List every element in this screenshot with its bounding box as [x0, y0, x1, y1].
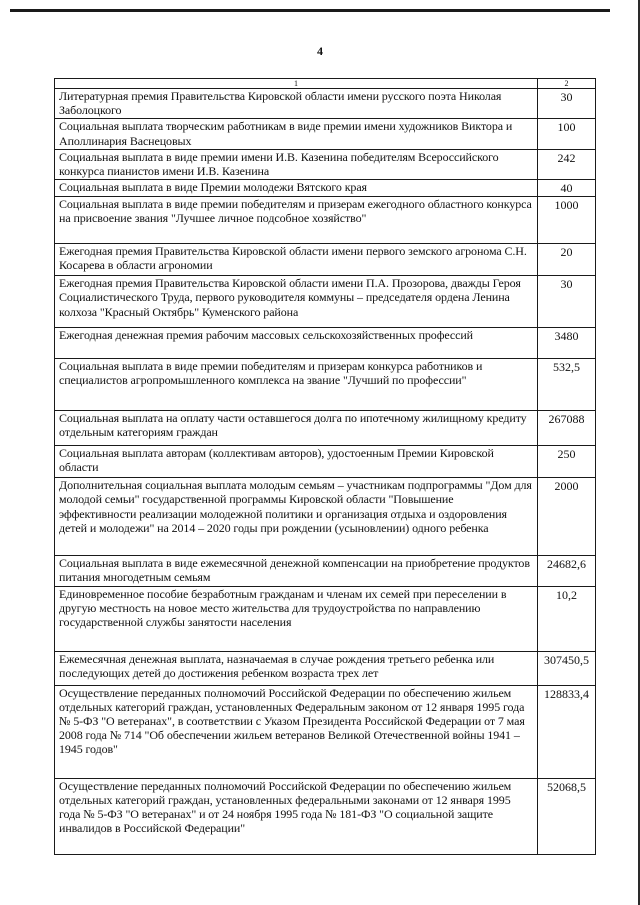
row-description: Единовременное пособие безработным гражданам и членам их семей при переселении в другую местность на новое место жительства для трудоустройства по направлению государственной службы занятости населения — [55, 586, 538, 651]
table-row — [55, 197, 596, 244]
row-amount: 52068,5 — [538, 778, 596, 854]
row-amount: 250 — [538, 446, 596, 478]
table-header-row — [55, 79, 596, 89]
table-row — [55, 359, 596, 411]
row-amount: 30 — [538, 89, 596, 119]
allocation-table — [54, 78, 596, 855]
table-row — [55, 586, 596, 651]
row-amount: 128833,4 — [538, 685, 596, 778]
table-row — [55, 478, 596, 556]
row-amount: 1000 — [538, 197, 596, 244]
row-amount: 40 — [538, 180, 596, 197]
row-description: Социальная выплата в виде ежемесячной денежной компенсации на приобретение продуктов питания многодетным семьям — [55, 556, 538, 586]
row-description: Ежегодная денежная премия рабочим массовых сельскохозяйственных профессий — [55, 328, 538, 359]
row-description: Ежемесячная денежная выплата, назначаемая в случае рождения третьего ребенка или последующих детей до достижения ребенком возраста трех лет — [55, 651, 538, 685]
row-description: Дополнительная социальная выплата молодым семьям – участникам подпрограммы "Дом для молодой семьи" государственной программы Кировской области "Повышение эффективности реализации молодежной политики и организация отдыха и оздоровления детей и молодежи" на 2014 – 2020 годы при рождении (усыновлении) одного ребенка — [55, 478, 538, 556]
table-row — [55, 276, 596, 328]
row-amount: 20 — [538, 244, 596, 276]
row-description: Ежегодная премия Правительства Кировской области имени первого земского агронома С.Н. Косарева в области агрономии — [55, 244, 538, 276]
row-amount: 307450,5 — [538, 651, 596, 685]
row-amount: 242 — [538, 149, 596, 179]
row-description: Осуществление переданных полномочий Российской Федерации по обеспечению жильем отдельных категорий граждан, установленных Федеральным законом от 12 января 1995 года № 5-ФЗ "О ветеранах", в соответствии с Указом Президента Российской Федерации от 7 мая 2008 года № 714 "Об обеспечении жильем ветеранов Великой Отечественной войны 1941 – 1945 годов" — [55, 685, 538, 778]
row-amount: 24682,6 — [538, 556, 596, 586]
row-description: Социальная выплата авторам (коллективам авторов), удостоенным Премии Кировской области — [55, 446, 538, 478]
row-amount: 267088 — [538, 411, 596, 446]
row-description: Литературная премия Правительства Кировской области имени русского поэта Николая Заболоцкого — [55, 89, 538, 119]
top-rule — [10, 9, 610, 12]
table-row — [55, 556, 596, 586]
table-row — [55, 411, 596, 446]
row-description: Социальная выплата в виде Премии молодежи Вятского края — [55, 180, 538, 197]
row-description: Социальная выплата творческим работникам в виде премии имени художников Виктора и Аполлинария Васнецовых — [55, 119, 538, 149]
row-amount: 10,2 — [538, 586, 596, 651]
table-row — [55, 119, 596, 149]
table-row — [55, 778, 596, 854]
table-row — [55, 685, 596, 778]
row-description: Социальная выплата в виде премии победителям и призерам конкурса работников и специалистов агропромышленного комплекса на звание "Лучший по профессии" — [55, 359, 538, 411]
table-row — [55, 180, 596, 197]
table-row — [55, 244, 596, 276]
column-header-2: 2 — [538, 79, 596, 89]
row-amount: 3480 — [538, 328, 596, 359]
table-row — [55, 89, 596, 119]
row-description: Социальная выплата в виде премии имени И.В. Казенина победителям Всероссийского конкурса пианистов имени И.В. Казенина — [55, 149, 538, 179]
row-amount: 100 — [538, 119, 596, 149]
table-row — [55, 328, 596, 359]
row-amount: 30 — [538, 276, 596, 328]
table-row — [55, 651, 596, 685]
row-amount: 2000 — [538, 478, 596, 556]
row-amount: 532,5 — [538, 359, 596, 411]
row-description: Социальная выплата в виде премии победителям и призерам ежегодного областного конкурса на присвоение звания "Лучшее личное подсобное хозяйство" — [55, 197, 538, 244]
row-description: Социальная выплата на оплату части оставшегося долга по ипотечному жилищному кредиту отдельным категориям граждан — [55, 411, 538, 446]
row-description: Ежегодная премия Правительства Кировской области имени П.А. Прозорова, дважды Героя Социалистического Труда, первого руководителя коммуны – председателя ордена Ленина колхоза "Красный Октябрь" Куменского района — [55, 276, 538, 328]
column-header-1: 1 — [55, 79, 538, 89]
table-row — [55, 446, 596, 478]
row-description: Осуществление переданных полномочий Российской Федерации по обеспечению жильем отдельных категорий граждан, установленных федеральными законами от 12 января 1995 года № 5-ФЗ "О ветеранах" и от 24 ноября 1995 года № 181-ФЗ "О социальной защите инвалидов в Российской Федерации" — [55, 778, 538, 854]
page-number: 4 — [317, 44, 323, 58]
table-row — [55, 149, 596, 179]
